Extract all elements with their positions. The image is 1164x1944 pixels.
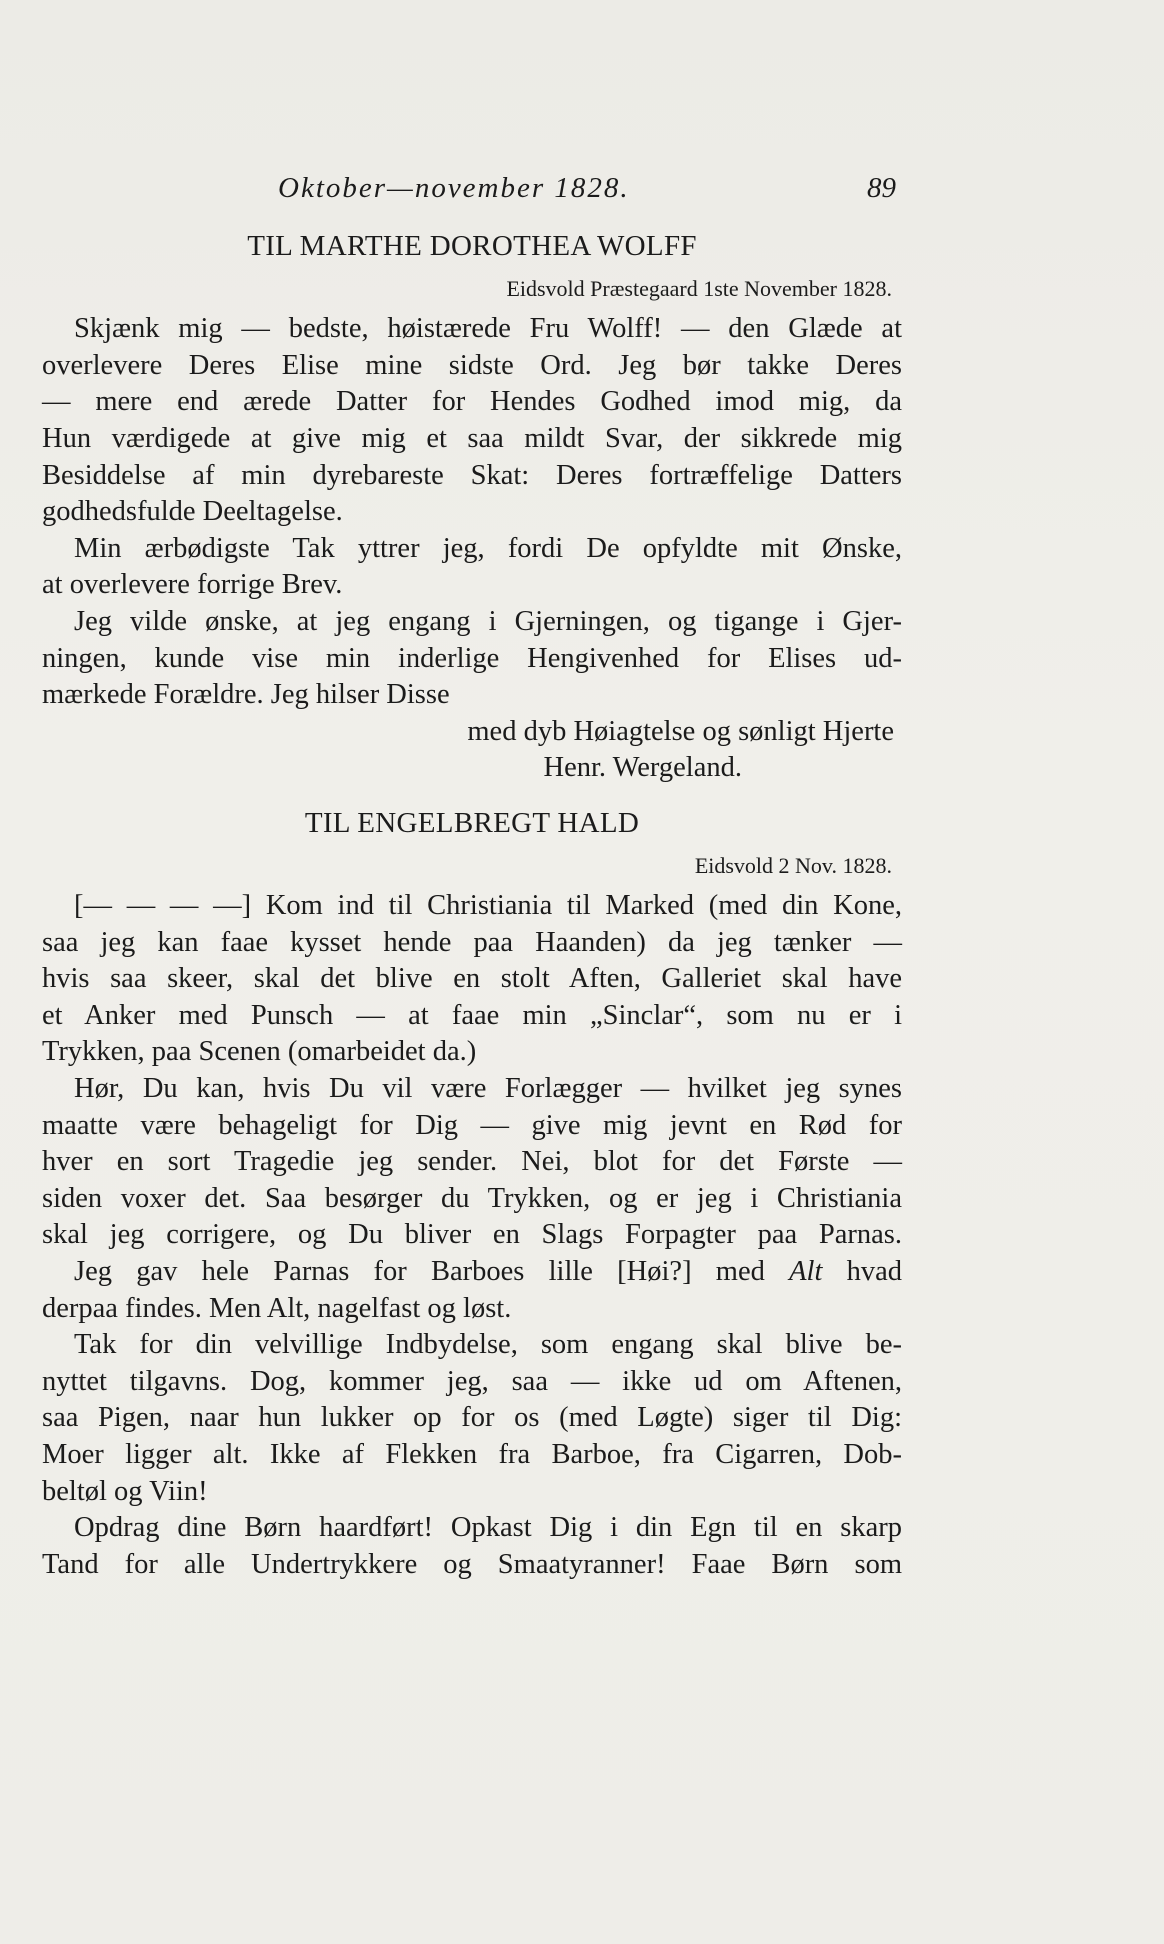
text-line: saa Pigen, naar hun lukker op for os (med Løgte) siger til Dig:	[42, 1402, 902, 1434]
letter-closing: med dyb Høiagtelse og sønligt Hjerte	[467, 715, 894, 747]
text-line: hver en sort Tragedie jeg sender. Nei, blot for det Første —	[42, 1146, 902, 1178]
letter-signature: Henr. Wergeland.	[543, 752, 742, 784]
text-line: derpaa findes. Men Alt, nagelfast og løst.	[42, 1292, 512, 1324]
text-line	[42, 1254, 902, 1291]
text-line: mærkede Forældre. Jeg hilser Disse	[42, 679, 450, 711]
text-line: at overlevere forrige Brev.	[42, 569, 343, 601]
text-line: skal jeg corrigere, og Du bliver en Slags Forpagter paa Parnas.	[42, 1219, 902, 1251]
text-line: Moer ligger alt. Ikke af Flekken fra Barboe, fra Cigarren, Dob-	[42, 1439, 902, 1470]
letter-heading: TIL MARTHE DOROTHEA WOLFF	[247, 230, 697, 262]
text-line: overlevere Deres Elise mine sidste Ord. Jeg bør takke Deres	[42, 349, 902, 381]
letter-heading: TIL ENGELBREGT HALD	[304, 806, 640, 839]
text-line: Tak for din velvillige Indbydelse, som engang skal blive be-	[74, 1329, 902, 1361]
letter-dateline: Eidsvold 2 Nov. 1828.	[694, 852, 892, 878]
text-line: Tand for alle Undertrykkere og Smaatyranner! Faae Børn som	[42, 1548, 902, 1580]
page-number: 89	[867, 172, 896, 204]
text-block	[42, 160, 902, 1583]
text-line: hvis saa skeer, skal det blive en stolt Aften, Galleriet skal have	[42, 963, 902, 995]
text-line: — mere end ærede Datter for Hendes Godhed imod mig, da	[42, 386, 902, 418]
text-line: nyttet tilgavns. Dog, kommer jeg, saa — ikke ud om Aftenen,	[42, 1365, 902, 1397]
running-head-title: Oktober—november 1828.	[278, 172, 630, 204]
letter-dateline: Eidsvold Præstegaard 1ste November 1828.	[506, 275, 892, 301]
italic-word: Alt	[789, 1256, 823, 1288]
text-line: siden voxer det. Saa besørger du Trykken, og er jeg i Christiania	[42, 1182, 902, 1214]
running-head	[42, 160, 902, 216]
text-line: Trykken, paa Scenen (omarbeidet da.)	[42, 1036, 477, 1068]
text-line: Besiddelse af min dyrebareste Skat: Deres fortræffelige Datters	[42, 459, 902, 491]
text-line: Hun værdigede at give mig et saa mildt Svar, der sikkrede mig	[42, 422, 902, 454]
text-line: saa jeg kan faae kysset hende paa Haanden) da jeg tænker —	[42, 926, 902, 958]
letter-body	[42, 311, 902, 787]
text-run: hvad	[846, 1256, 903, 1288]
text-line: Skjænk mig — bedste, høistærede Fru Wolff! — den Glæde at	[74, 313, 902, 345]
text-line: Min ærbødigste Tak yttrer jeg, fordi De opfyldte mit Ønske,	[74, 532, 902, 564]
text-line: Opdrag dine Børn haardført! Opkast Dig i din Egn til en skarp	[74, 1512, 902, 1544]
text-line: Jeg vilde ønske, at jeg engang i Gjerningen, og tigange i Gjer-	[74, 605, 902, 637]
text-line: ningen, kunde vise min inderlige Hengivenhed for Elises ud-	[42, 642, 902, 674]
text-line: maatte være behageligt for Dig — give mig jevnt en Rød for	[42, 1109, 902, 1141]
text-line: Hør, Du kan, hvis Du vil være Forlægger — hvilket jeg synes	[74, 1073, 902, 1105]
text-line: et Anker med Punsch — at faae min „Sinclar“, som nu er i	[42, 999, 902, 1031]
text-line: beltøl og Viin!	[42, 1475, 208, 1507]
letter-body	[42, 888, 902, 1583]
text-line: godhedsfulde Deeltagelse.	[42, 496, 343, 528]
text-line: [— — — —] Kom ind til Christiania til Marked (med din Kone,	[74, 890, 902, 922]
text-run: Jeg gav hele Parnas for Barboes lille [Høi?] med	[74, 1256, 765, 1288]
